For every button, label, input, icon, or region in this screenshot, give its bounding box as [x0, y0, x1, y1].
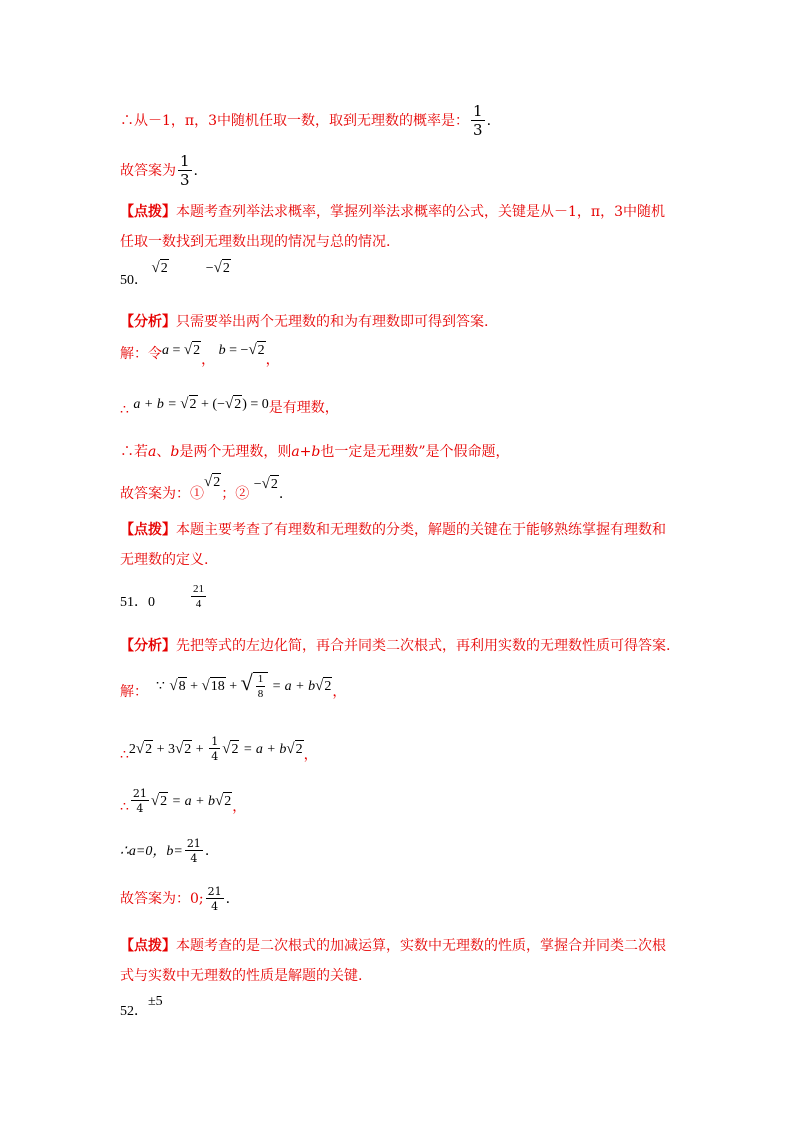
fenxi-50: 【分析】只需要举出两个无理数的和为有理数即可得到答案. — [120, 314, 489, 330]
fraction-21-4: $\frac{21}{4}$ — [186, 837, 201, 865]
fenxi-51: 【分析】先把等式的左边化简，再合并同类二次根式，再利用实数的无理数性质可得答案. — [120, 638, 671, 654]
answer-line-50: 故答案为：①√2；② −√2. — [120, 474, 284, 502]
step1-51: ∴2√2 + 3√2 + $\frac{1}{4}$ √2 = a + b√2， — [120, 735, 318, 763]
dianbo-51-line1: 【点拨】本题考查的是二次根式的加减运算，实数中无理数的性质，掌握合并同类二次根 — [120, 938, 666, 954]
sqrt-two: √2 — [150, 793, 168, 809]
sqrt-two: √2 — [286, 741, 303, 757]
dianbo-49-line1: 【点拨】本题考查列举法求概率，掌握列举法求概率的公式，关键是从－1，π，3中随机 — [120, 204, 666, 220]
question-50-answer: 50． √2 −√2 — [120, 260, 230, 288]
fraction-21-4: $\frac{21}{4}$ — [207, 885, 222, 913]
sqrt-two: √2 — [151, 260, 168, 276]
jie-51: 解： ∵ √8 + √18 + √ $\frac{1}{8}$ = a + b√2， — [120, 670, 347, 701]
fraction-one-third: $\frac{1}{3}$ — [473, 102, 483, 139]
sqrt-two: √2 — [175, 741, 192, 757]
sqrt-two: √2 — [224, 396, 242, 412]
fraction-one-quarter: $\frac{1}{4}$ — [211, 735, 219, 763]
sum-50: ∴ a + b = √2 + (−√2) = 0是有理数， — [120, 396, 339, 418]
answer-line-51: 故答案为：0; $\frac{21}{4}$ . — [120, 885, 231, 913]
sqrt-two: √2 — [248, 342, 265, 358]
dianbo-50-line1: 【点拨】本题主要考查了有理数和无理数的分类，解题的关键在于能够熟练掌握有理数和 — [120, 522, 666, 538]
question-51-answer: 51．0 $\frac{21}{4}$ — [120, 583, 204, 611]
fraction-21-4: $\frac{21}{4}$ — [132, 787, 147, 815]
dianbo-51-line2: 式与实数中无理数的性质是解题的关键. — [120, 968, 363, 984]
sqrt-two: √2 — [215, 793, 232, 809]
answer-line-49: 故答案为 $\frac{1}{3}$ . — [120, 152, 198, 189]
sqrt-two: √2 — [204, 474, 221, 490]
sqrt-two: √2 — [315, 678, 332, 695]
sqrt-eighteen: √18 — [201, 678, 225, 695]
sqrt-two: √2 — [222, 741, 239, 757]
sqrt-two: √2 — [180, 396, 197, 412]
sqrt-two: √2 — [213, 260, 230, 276]
sqrt-two: √2 — [135, 741, 153, 757]
sqrt-two: √2 — [261, 476, 278, 492]
step2-51: ∴ $\frac{21}{4}$ √2 = a + b√2， — [120, 787, 247, 815]
sqrt-eight: √8 — [169, 678, 186, 695]
sqrt-two: √2 — [183, 342, 201, 358]
sqrt-one-eighth: √ $\frac{1}{8}$ — [241, 672, 269, 700]
fraction-21-4: $\frac{21}{4}$ — [193, 583, 204, 610]
question-52-answer: 52．±5 — [120, 994, 163, 1019]
jie-50: 解：令a = √2， b = −√2， — [120, 342, 280, 368]
fraction-one-third: $\frac{1}{3}$ — [180, 152, 190, 189]
probability-conclusion: ∴从－1，π，3中随机任取一数，取到无理数的概率是： $\frac{1}{3}$ . — [120, 102, 492, 139]
dianbo-49-line2: 任取一数找到无理数出现的情况与总的情况. — [120, 234, 391, 250]
statement-50: ∴若a、b是两个无理数，则a+b也一定是无理数”是个假命题， — [120, 444, 510, 460]
dianbo-50-line2: 无理数的定义. — [120, 552, 209, 568]
step3-51: ∴a=0，b= $\frac{21}{4}$ . — [120, 837, 210, 865]
